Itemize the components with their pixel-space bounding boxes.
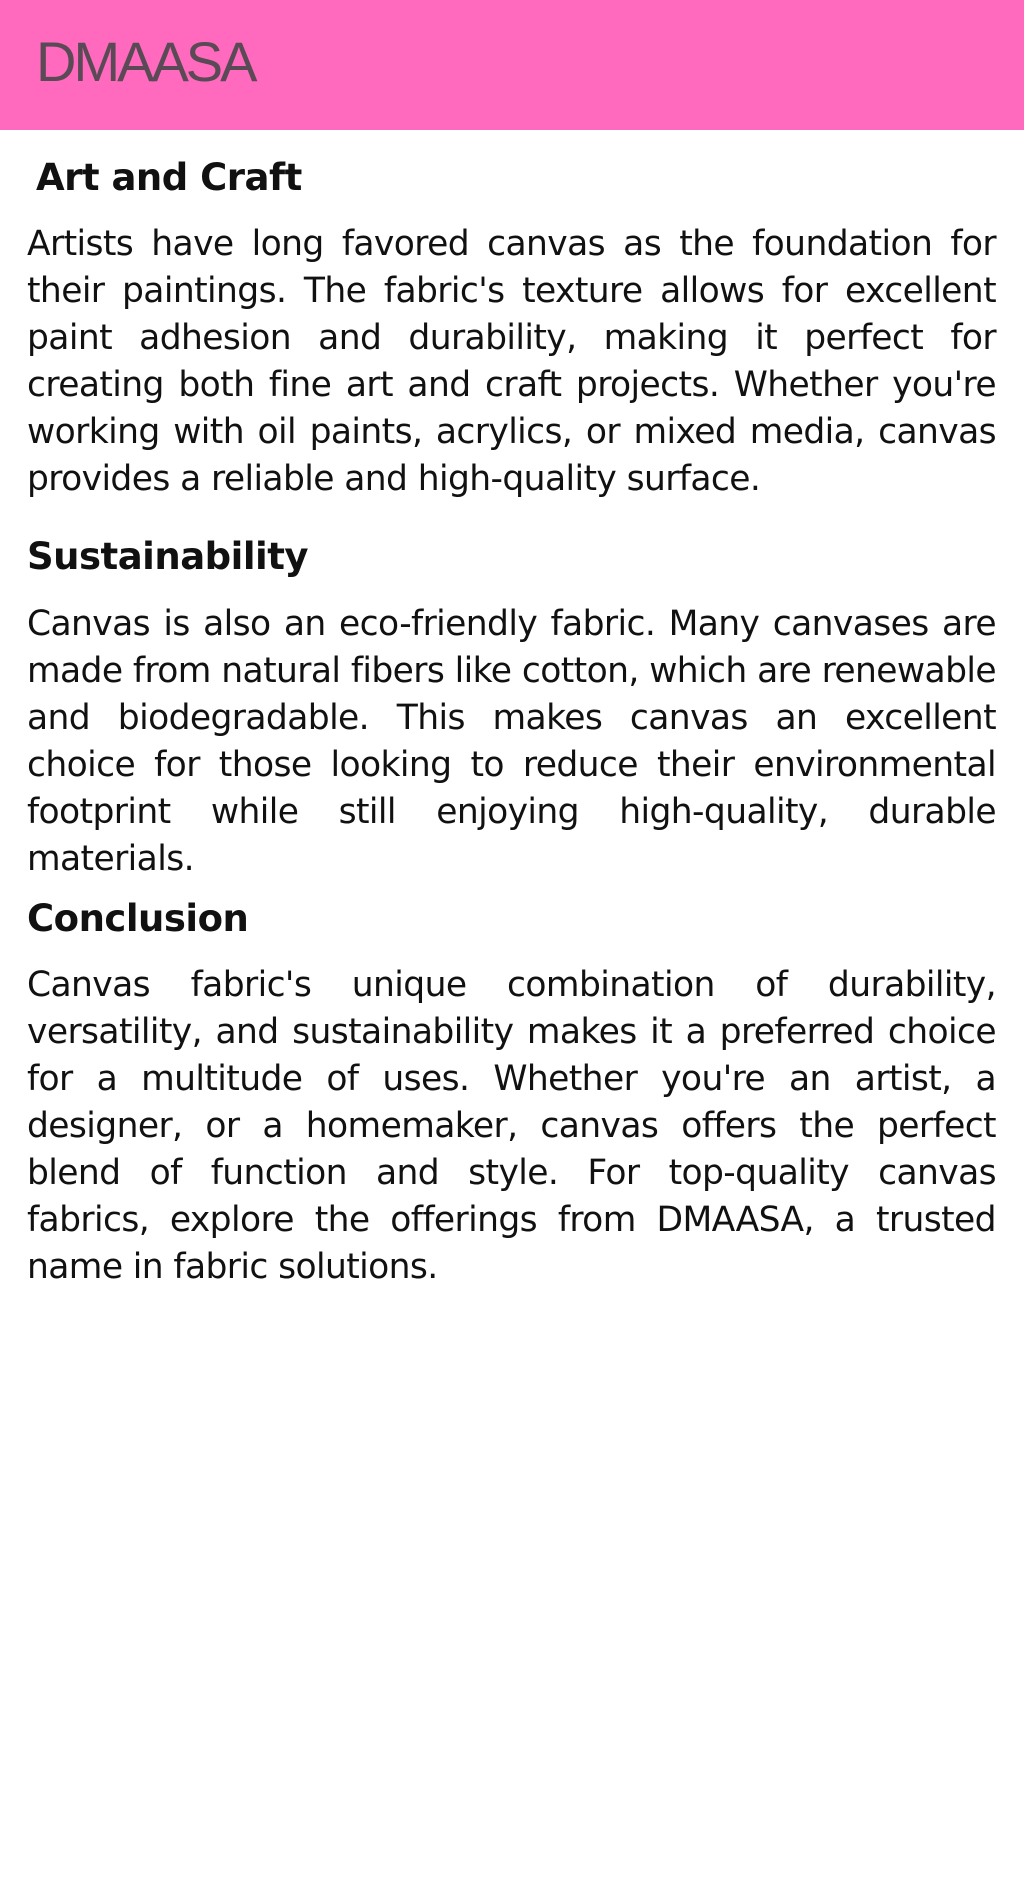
section-heading-sustainability: Sustainability bbox=[27, 535, 308, 579]
site-logo[interactable]: DMAASA bbox=[36, 30, 255, 93]
section-body-sustainability: Canvas is also an eco-friendly fabric. Many canvases are made from natural fibers like cotton, which are renewable and biodegradable. This makes canvas an excellent choice for those looking to reduce their environmental footprint while still enjoying high-quality, durable materials. bbox=[27, 603, 996, 879]
section-body-art-and-craft: Artists have long favored canvas as the foundation for their paintings. The fabric's texture allows for excellent paint adhesion and durability, making it perfect for creating both fine art and craft projects. Whether you're working with oil paints, acrylics, or mixed media, canvas provides a reliable and high-quality surface. bbox=[27, 224, 996, 500]
section-heading-conclusion: Conclusion bbox=[27, 896, 249, 940]
section-body-conclusion: Canvas fabric's unique combination of durability, versatility, and sustainability makes it a preferred choice for a multitude of uses. Whether you're an artist, a designer, or a homemaker, canvas offers the perfect blend of function and style. For top-quality canvas fabrics, explore the offerings from DMAASA, a trusted name in fabric solutions. bbox=[27, 965, 996, 1288]
section-heading-art-and-craft: Art and Craft bbox=[36, 156, 302, 199]
article-content bbox=[0, 130, 1024, 1291]
site-header bbox=[0, 0, 1024, 130]
